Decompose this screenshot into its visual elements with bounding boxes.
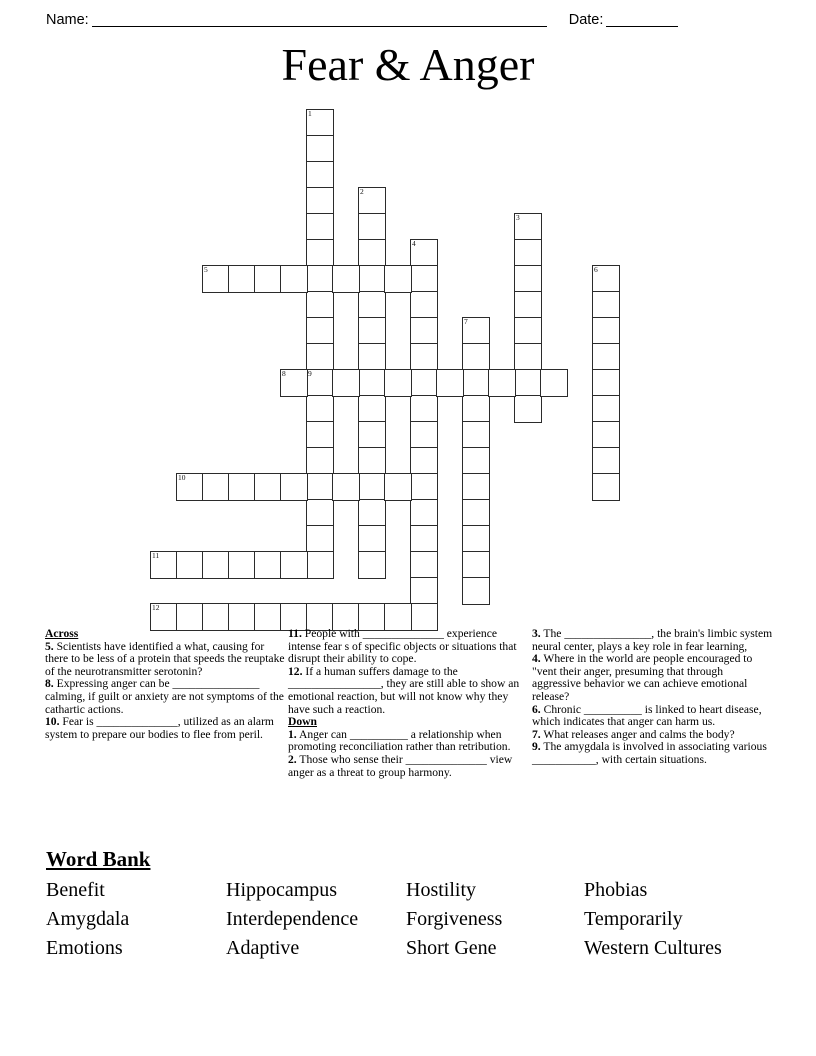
crossword-cell[interactable] bbox=[592, 265, 620, 293]
word-bank-word: Adaptive bbox=[226, 937, 300, 959]
name-label: Name: bbox=[46, 12, 89, 28]
crossword-cell[interactable] bbox=[410, 395, 438, 423]
crossword-cell[interactable] bbox=[228, 551, 256, 579]
word-bank-word: Amygdala bbox=[46, 908, 130, 930]
word-bank-row bbox=[46, 934, 776, 963]
crossword-cell[interactable] bbox=[306, 239, 334, 267]
clue-across-11 bbox=[288, 628, 528, 666]
crossword-cell[interactable] bbox=[410, 499, 438, 527]
crossword-cell[interactable] bbox=[202, 473, 230, 501]
clue-down-1 bbox=[288, 729, 528, 754]
clue-column-2 bbox=[288, 628, 528, 779]
crossword-cell[interactable] bbox=[150, 551, 178, 579]
crossword-cell[interactable] bbox=[592, 343, 620, 371]
crossword-cell[interactable] bbox=[514, 343, 542, 371]
crossword-cell[interactable] bbox=[306, 213, 334, 241]
crossword-cell[interactable] bbox=[202, 265, 230, 293]
crossword-cell[interactable] bbox=[306, 343, 334, 371]
crossword-cell[interactable] bbox=[514, 369, 542, 397]
crossword-cell[interactable] bbox=[150, 603, 178, 631]
crossword-cell[interactable] bbox=[410, 447, 438, 475]
clue-text: Chronic __________ is linked to heart disease, which indicates that anger can harm us. bbox=[532, 702, 762, 729]
crossword-cell[interactable] bbox=[514, 213, 542, 241]
crossword-cell[interactable] bbox=[462, 421, 490, 449]
cell-number: 6 bbox=[594, 265, 598, 274]
crossword-cell[interactable] bbox=[332, 473, 360, 501]
crossword-cell[interactable] bbox=[306, 473, 334, 501]
crossword-cell[interactable] bbox=[306, 499, 334, 527]
crossword-cell[interactable] bbox=[410, 317, 438, 345]
crossword-cell[interactable] bbox=[592, 369, 620, 397]
crossword-cell[interactable] bbox=[280, 265, 308, 293]
clue-number: 9. bbox=[532, 740, 541, 754]
clue-text: Those who sense their ______________ view anger as a threat to group harmony. bbox=[288, 752, 513, 779]
cell-number: 3 bbox=[516, 213, 520, 222]
crossword-cell[interactable] bbox=[358, 343, 386, 371]
word-bank bbox=[46, 846, 776, 963]
page-title: Fear & Anger bbox=[281, 39, 535, 90]
crossword-cell[interactable] bbox=[410, 525, 438, 553]
crossword-cell[interactable] bbox=[410, 473, 438, 501]
word-bank-grid bbox=[46, 876, 776, 963]
cell-number: 7 bbox=[464, 317, 468, 326]
clue-number: 6. bbox=[532, 702, 541, 716]
crossword-cell[interactable] bbox=[306, 161, 334, 189]
crossword-cell[interactable] bbox=[176, 551, 204, 579]
crossword-cell[interactable] bbox=[280, 473, 308, 501]
crossword-cell[interactable] bbox=[462, 551, 490, 579]
crossword-cell[interactable] bbox=[592, 447, 620, 475]
crossword-cell[interactable] bbox=[358, 369, 386, 397]
clue-text: Fear is ______________, utilized as an alarm system to prepare our bodies to flee from peril. bbox=[45, 715, 274, 741]
word-bank-word: Forgiveness bbox=[406, 908, 503, 930]
crossword-cell[interactable] bbox=[358, 473, 386, 501]
crossword-cell[interactable] bbox=[462, 369, 490, 397]
word-bank-word: Phobias bbox=[584, 879, 648, 901]
crossword-cell[interactable] bbox=[358, 187, 386, 215]
cell-number: 2 bbox=[360, 187, 364, 196]
cell-number: 4 bbox=[412, 239, 416, 248]
crossword-cell[interactable] bbox=[306, 447, 334, 475]
cell-number: 9 bbox=[308, 369, 312, 378]
crossword-cell[interactable] bbox=[332, 265, 360, 293]
clue-text: Expressing anger can be _______________ calming, if guilt or anxiety are not symptoms of the cathartic actions. bbox=[45, 677, 284, 716]
clue-text: People with ______________ experience intense fear s of specific objects or situations that disrupt their ability to cope. bbox=[288, 627, 517, 666]
crossword-cell[interactable] bbox=[176, 473, 204, 501]
crossword-cell[interactable] bbox=[306, 187, 334, 215]
crossword-cell[interactable] bbox=[254, 551, 282, 579]
crossword-cell[interactable] bbox=[306, 109, 334, 137]
crossword-cell[interactable] bbox=[462, 317, 490, 345]
cell-number: 10 bbox=[178, 473, 186, 482]
crossword-cell[interactable] bbox=[306, 551, 334, 579]
down-heading: Down bbox=[288, 715, 317, 729]
crossword-cell[interactable] bbox=[358, 265, 386, 293]
word-bank-row bbox=[46, 905, 776, 934]
crossword-cell[interactable] bbox=[410, 291, 438, 319]
crossword-cell[interactable] bbox=[358, 395, 386, 423]
crossword-cell[interactable] bbox=[306, 265, 334, 293]
clue-text: If a human suffers damage to the ________________, they are still able to show an emotional reaction, but will not know why they have such a reaction. bbox=[288, 664, 520, 716]
clue-text: What releases anger and calms the body? bbox=[543, 727, 735, 741]
crossword-cell[interactable] bbox=[358, 291, 386, 319]
crossword-cell[interactable] bbox=[306, 135, 334, 163]
clue-text: Scientists have identified a what, causing for there to be less of a protein that speeds the reuptake of the neurotransmitter serotonin? bbox=[45, 639, 285, 678]
cell-number: 1 bbox=[308, 109, 312, 118]
word-bank-word: Interdependence bbox=[226, 908, 359, 930]
crossword-cell[interactable] bbox=[384, 265, 412, 293]
crossword-cell[interactable] bbox=[514, 239, 542, 267]
crossword-cell[interactable] bbox=[176, 603, 204, 631]
crossword-cell[interactable] bbox=[462, 525, 490, 553]
crossword-cell[interactable] bbox=[306, 525, 334, 553]
clue-down-3 bbox=[532, 628, 774, 653]
crossword-cell[interactable] bbox=[306, 317, 334, 345]
clue-number: 12. bbox=[288, 664, 303, 678]
date-label: Date: bbox=[568, 12, 604, 28]
crossword-cell[interactable] bbox=[410, 343, 438, 371]
crossword-cell[interactable] bbox=[540, 369, 568, 397]
crossword-cell[interactable] bbox=[254, 603, 282, 631]
crossword-cell[interactable] bbox=[358, 499, 386, 527]
crossword-cell[interactable] bbox=[436, 369, 464, 397]
clue-number: 5. bbox=[45, 639, 54, 653]
clue-across-8 bbox=[45, 678, 285, 716]
across-heading: Across bbox=[45, 627, 79, 640]
word-bank-word: Temporarily bbox=[584, 908, 683, 930]
clue-across-5 bbox=[45, 641, 285, 679]
clue-number: 2. bbox=[288, 752, 297, 766]
clue-number: 8. bbox=[45, 677, 54, 691]
crossword-cell[interactable] bbox=[306, 369, 334, 397]
crossword-cell[interactable] bbox=[358, 447, 386, 475]
crossword-cell[interactable] bbox=[228, 265, 256, 293]
crossword-cell[interactable] bbox=[514, 395, 542, 423]
word-bank-row bbox=[46, 876, 776, 905]
crossword-cell[interactable] bbox=[488, 369, 516, 397]
crossword-cell[interactable] bbox=[410, 265, 438, 293]
clue-across-10 bbox=[45, 716, 285, 741]
crossword-cell[interactable] bbox=[358, 551, 386, 579]
clue-number: 11. bbox=[288, 627, 302, 640]
crossword-cell[interactable] bbox=[332, 369, 360, 397]
cell-number: 11 bbox=[152, 551, 160, 560]
crossword-cell[interactable] bbox=[592, 395, 620, 423]
word-bank-title: Word Bank bbox=[46, 847, 151, 871]
crossword-cell[interactable] bbox=[592, 473, 620, 501]
crossword-cell[interactable] bbox=[202, 551, 230, 579]
crossword-cell[interactable] bbox=[514, 291, 542, 319]
crossword-cell[interactable] bbox=[462, 395, 490, 423]
crossword-cell[interactable] bbox=[462, 343, 490, 371]
clue-down-6 bbox=[532, 704, 774, 729]
word-bank-word: Western Cultures bbox=[584, 937, 722, 959]
crossword-cell[interactable] bbox=[410, 239, 438, 267]
crossword-cell[interactable] bbox=[306, 291, 334, 319]
crossword-cell[interactable] bbox=[202, 603, 230, 631]
crossword-cell[interactable] bbox=[592, 421, 620, 449]
crossword-cell[interactable] bbox=[358, 421, 386, 449]
clue-down-4 bbox=[532, 653, 774, 703]
crossword-cell[interactable] bbox=[410, 369, 438, 397]
crossword-cell[interactable] bbox=[280, 369, 308, 397]
clue-text: Where in the world are people encouraged to "vent their anger, presuming that through aggressive behavior we can achieve emotional release? bbox=[532, 652, 753, 703]
crossword-cell[interactable] bbox=[410, 577, 438, 605]
crossword-cell[interactable] bbox=[462, 473, 490, 501]
crossword-cell[interactable] bbox=[592, 291, 620, 319]
clue-text: The _______________, the brain's limbic system neural center, plays a key role in fear learning, bbox=[532, 627, 773, 653]
crossword-cell[interactable] bbox=[384, 473, 412, 501]
word-bank-word: Hippocampus bbox=[226, 879, 338, 901]
crossword-cell[interactable] bbox=[358, 213, 386, 241]
clue-down-9 bbox=[532, 741, 774, 766]
clues-section bbox=[0, 628, 816, 840]
crossword-cell[interactable] bbox=[306, 395, 334, 423]
crossword-cell[interactable] bbox=[592, 317, 620, 345]
crossword-cell[interactable] bbox=[410, 421, 438, 449]
crossword-cell[interactable] bbox=[358, 239, 386, 267]
clue-number: 3. bbox=[532, 627, 541, 640]
crossword-cell[interactable] bbox=[462, 577, 490, 605]
word-bank-word: Benefit bbox=[46, 879, 105, 901]
crossword-cell[interactable] bbox=[254, 473, 282, 501]
cell-number: 12 bbox=[152, 603, 160, 612]
cell-number: 8 bbox=[282, 369, 286, 378]
clue-column-1 bbox=[45, 628, 285, 741]
clue-text: Anger can __________ a relationship when promoting reconciliation rather than retribution. bbox=[288, 727, 511, 754]
clue-number: 4. bbox=[532, 652, 541, 666]
crossword-cell[interactable] bbox=[514, 317, 542, 345]
clue-number: 1. bbox=[288, 727, 297, 741]
crossword-cell[interactable] bbox=[410, 551, 438, 579]
clue-number: 10. bbox=[45, 715, 60, 729]
word-bank-word: Emotions bbox=[46, 937, 123, 959]
crossword-cell[interactable] bbox=[228, 603, 256, 631]
clue-text: The amygdala is involved in associating various ___________, with certain situations. bbox=[532, 740, 767, 766]
clue-number: 7. bbox=[532, 727, 541, 741]
crossword-cell[interactable] bbox=[228, 473, 256, 501]
crossword-cell[interactable] bbox=[384, 369, 412, 397]
word-bank-word: Short Gene bbox=[406, 937, 497, 959]
clue-across-12 bbox=[288, 666, 528, 716]
crossword-cell[interactable] bbox=[462, 447, 490, 475]
crossword-cell[interactable] bbox=[358, 317, 386, 345]
word-bank-word: Hostility bbox=[406, 879, 477, 901]
crossword-cell[interactable] bbox=[254, 265, 282, 293]
clue-column-3 bbox=[532, 628, 774, 767]
crossword-cell[interactable] bbox=[306, 421, 334, 449]
cell-number: 5 bbox=[204, 265, 208, 274]
clue-down-2 bbox=[288, 754, 528, 779]
crossword-cell[interactable] bbox=[358, 525, 386, 553]
crossword-cell[interactable] bbox=[280, 551, 308, 579]
crossword-cell[interactable] bbox=[514, 265, 542, 293]
crossword-cell[interactable] bbox=[462, 499, 490, 527]
